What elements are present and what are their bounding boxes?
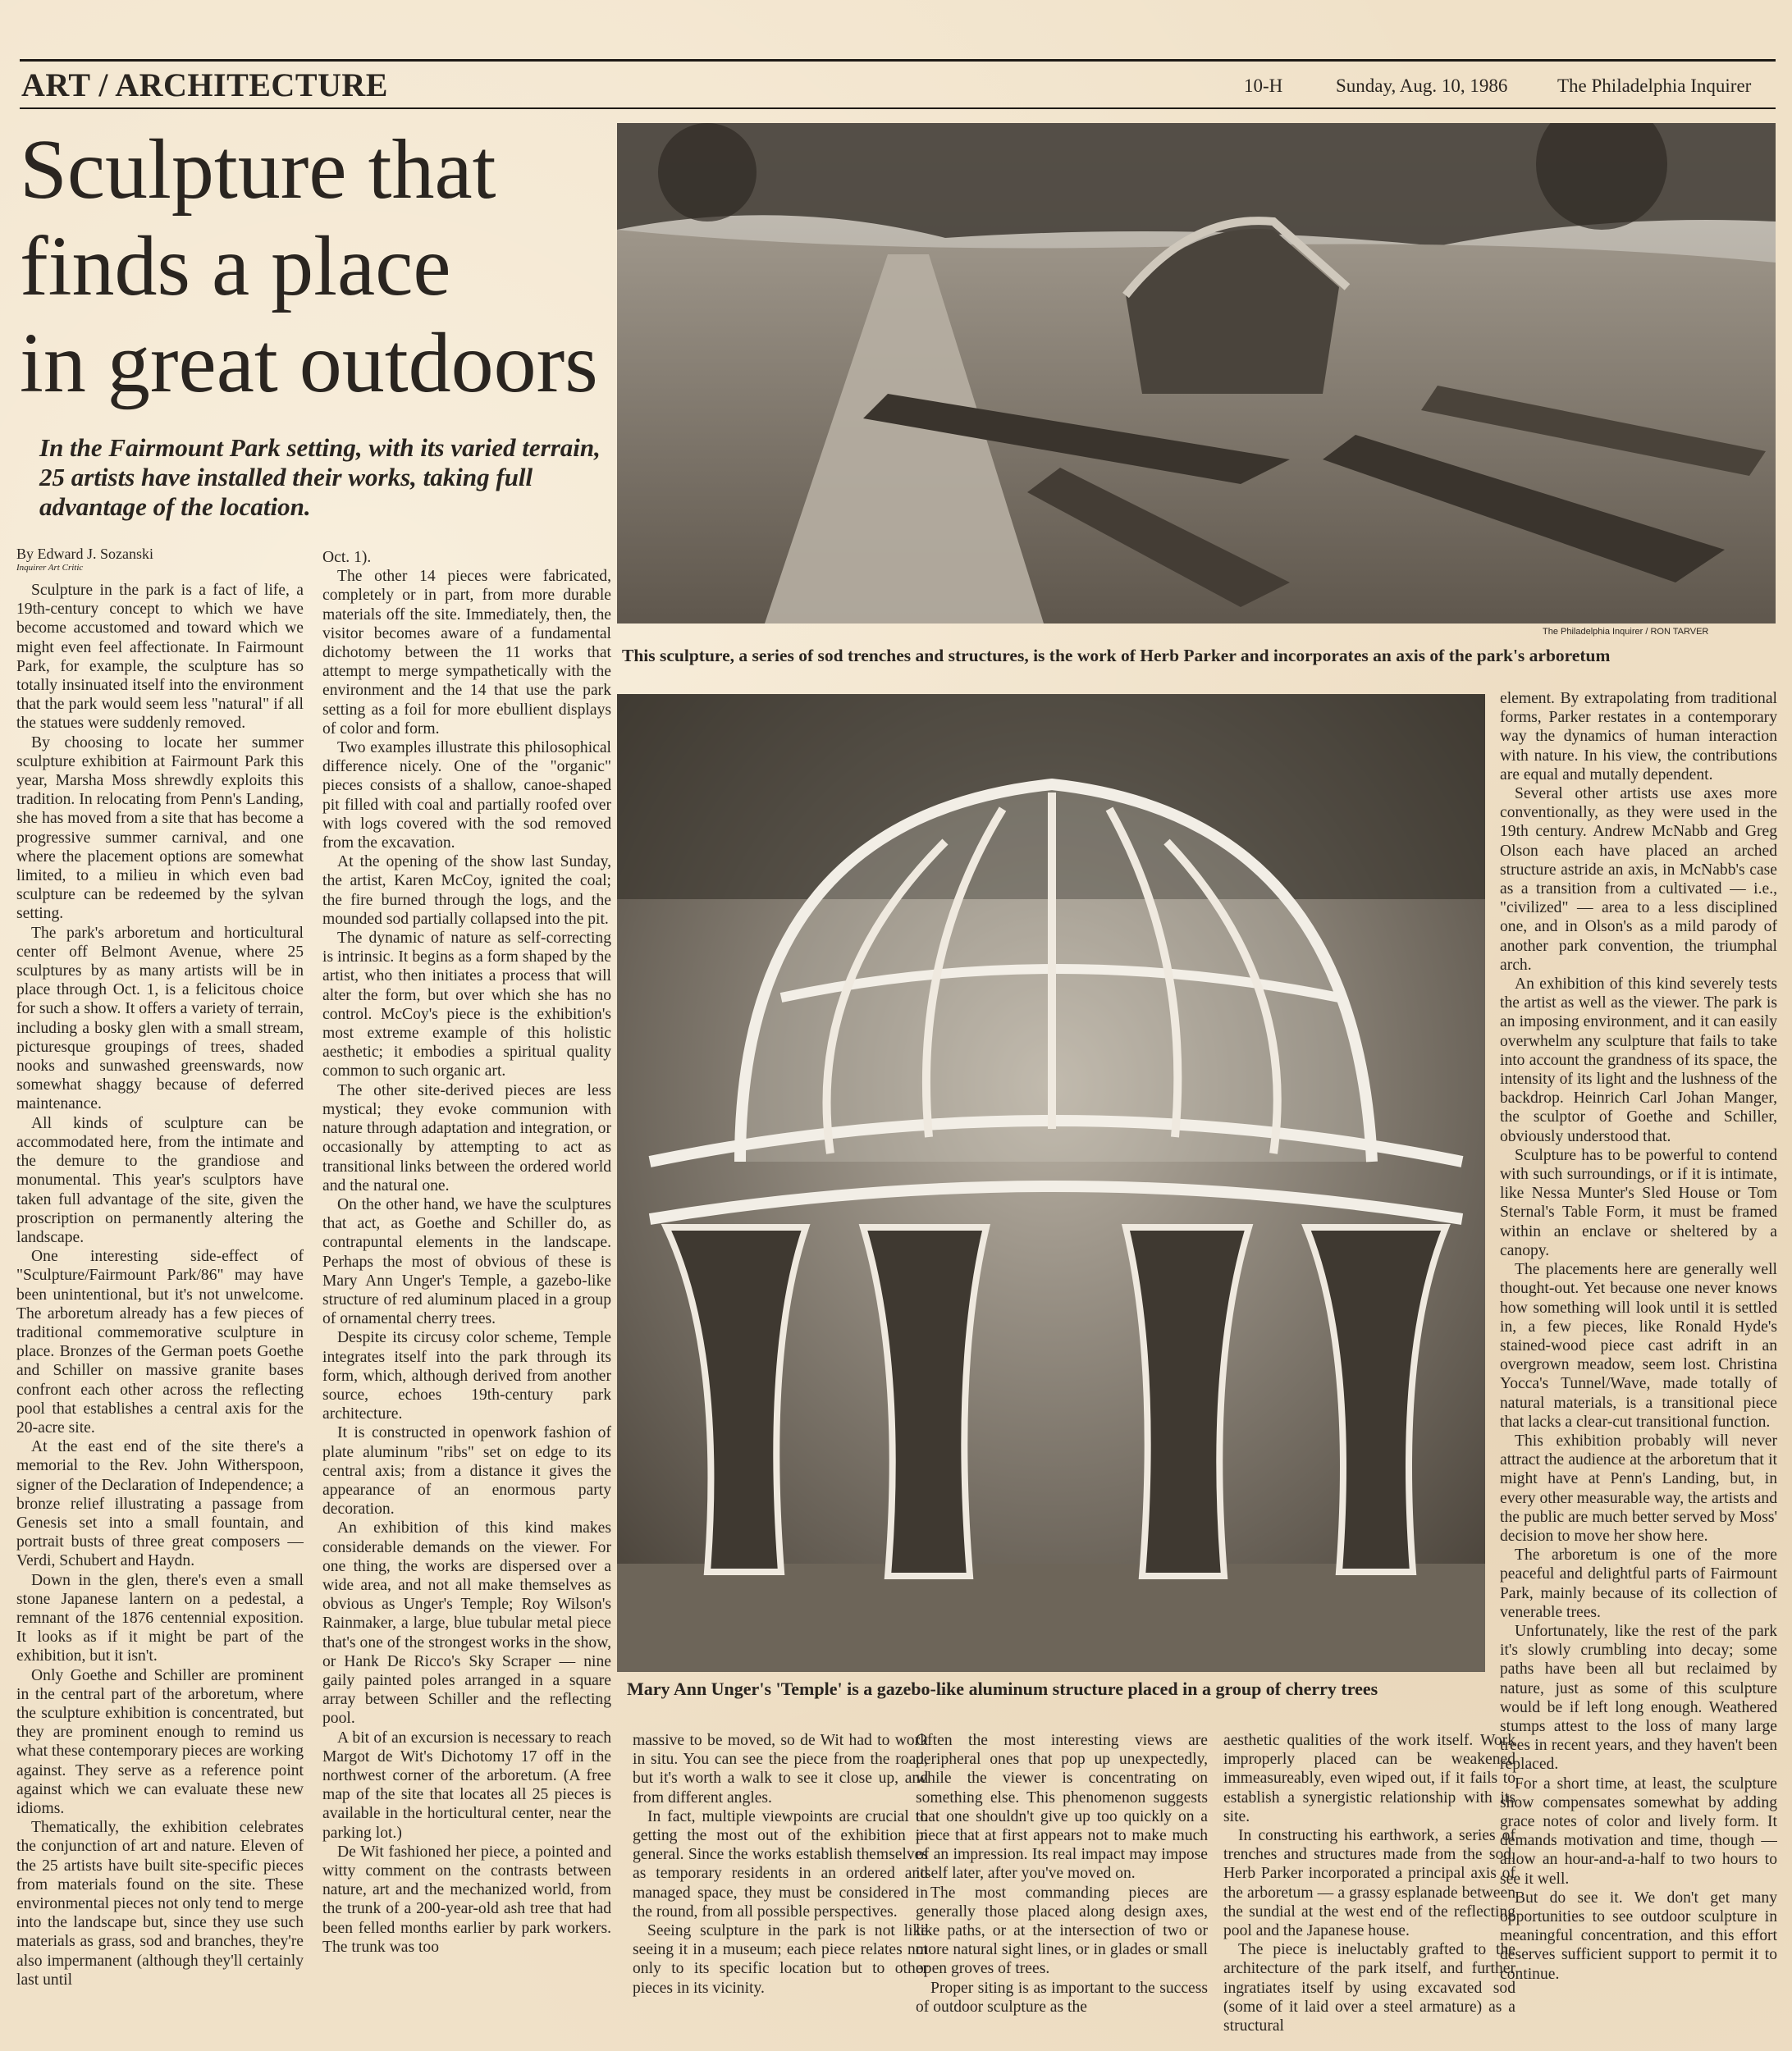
headline bbox=[20, 121, 610, 412]
section-label: ART / ARCHITECTURE bbox=[21, 66, 388, 103]
body-paragraph: A bit of an excursion is necessary to reach Margot de Wit's Dichotomy 17 off in the northwest corner of the arboretum. (A free map of the site that locates all 25 pieces is available in the horticultural center, near the parking lot.) bbox=[322, 1729, 611, 1842]
body-paragraph: Sculpture in the park is a fact of life, a 19th-century concept to which we have become accustomed and toward which we might even feel affectionate. In Fairmount Park, for example, the sculpture has so totally insinuated itself into the environment that the park would seem less "natural" if all the statues were suddenly removed. bbox=[16, 582, 304, 733]
body-paragraph: At the east end of the site there's a memorial to the Rev. John Witherspoon, signer of the Declaration of Independence; a bronze relief illustrating a passage from Genesis set into a small fountain, and portrait busts of three great composers — Verdi, Schubert and Haydn. bbox=[16, 1438, 304, 1570]
byline-title: Inquirer Art Critic bbox=[16, 563, 84, 573]
body-paragraph: At the opening of the show last Sunday, the artist, Karen McCoy, ignited the coal; the fire burned through the logs, and the mounded sod partially collapsed into the pit. bbox=[322, 853, 611, 928]
body-paragraph: All kinds of sculpture can be accommodated here, from the intimate and the demure to the grandiose and monumental. This year's sculptors have taken full advantage of the site, given the proscription on permanently altering the landscape. bbox=[16, 1114, 304, 1246]
body-column-3 bbox=[633, 1731, 928, 2044]
body-paragraph: The dynamic of nature as self-correcting is intrinsic. It begins as a form shaped by the artist, who then initiates a process that will alter the form, but over which she has no control. McCoy's piece is the exhibition's most extreme example of this holistic aesthetic; it embodies a spiritual quality common to such organic art. bbox=[322, 930, 611, 1080]
body-paragraph: Seeing sculpture in the park is not like seeing it in a museum; each piece relates not only to its specific location but to other pieces in its vicinity. bbox=[633, 1922, 928, 1997]
photo-credit: The Philadelphia Inquirer / RON TARVER bbox=[1543, 627, 1709, 637]
body-paragraph: One interesting side-effect of "Sculpture/Fairmount Park/86" may have been unintentional, but it's not unwelcome. The arboretum already has a few pieces of traditional commemorative sculpture in place. Bronzes of the German poets Goethe and Schiller on massive granite bases confront each other across the reflecting pool that establishes a central axis for the 20-acre site. bbox=[16, 1248, 304, 1437]
body-paragraph: In fact, multiple viewpoints are crucial to getting the most out of the exhibition in general. Since the works establish themselves as temporary residents in an ordered and managed space, they must be considered in the round, from all possible perspectives. bbox=[633, 1807, 928, 1921]
body-paragraph: The other site-derived pieces are less mystical; they evoke communion with nature through adaptation and integration, or occasionally by attempting to act as transitional links between the ordered world and the natural one. bbox=[322, 1081, 611, 1195]
body-paragraph: Often the most interesting views are peripheral ones that pop up unexpectedly, while the viewer is concentrating on something else. This phenomenon suggests that one shouldn't give up too quickly on a piece that at first appears not to make much of an impression. Its real impact may impose itself later, after you've moved on. bbox=[916, 1732, 1208, 1883]
issue-date: Sunday, Aug. 10, 1986 bbox=[1336, 75, 1508, 96]
body-paragraph: For a short time, at least, the sculpture show compensates somewhat by adding grace notes of color and lively form. It demands motivation and time, though — allow an hour-and-a-half to two hours to see it well. bbox=[1500, 1775, 1777, 1888]
top-photo-caption: This sculpture, a series of sod trenches and structures, is the work of Herb Parker and incorporates an axis of the park's arboretum bbox=[622, 646, 1611, 665]
sod-sculpture-photo bbox=[617, 123, 1776, 624]
deck-subheadline: In the Fairmount Park setting, with its varied terrain, 25 artists have installed their works, taking full advantage of the location. bbox=[39, 433, 601, 521]
body-paragraph: The placements here are generally well thought-out. Yet because one never knows how something will look until it is settled in, a few pieces, like Ronald Hyde's stained-wood piece cast adrift in an overgrown meadow, seem lost. Christina Yocca's Tunnel/Wave, made totally of natural materials, is a transitional piece that lacks a clear-cut transitional function. bbox=[1500, 1261, 1777, 1431]
body-column-2 bbox=[322, 548, 611, 2044]
body-paragraph: The piece is ineluctably grafted to the architecture of the park itself, and further ingratiates itself by using excavated sod (some of it laid over a steel armature) as a structural bbox=[1223, 1941, 1515, 2035]
body-paragraph: element. By extrapolating from traditional forms, Parker restates in a contemporary way the dynamics of human interaction with nature. In his view, the contributions are equal and mutally dependent. bbox=[1500, 690, 1777, 783]
body-paragraph: Proper siting is as important to the success of outdoor sculpture as the bbox=[916, 1979, 1208, 2016]
headline-line: Sculpture that bbox=[20, 122, 496, 217]
body-paragraph: De Wit fashioned her piece, a pointed and witty comment on the contrasts between nature, art and the mechanized world, from the trunk of a 200-year-old ash tree that had been felled months earlier by park workers. The trunk was too bbox=[322, 1843, 611, 1956]
page-number: 10-H bbox=[1244, 75, 1283, 96]
body-paragraph: aesthetic qualities of the work itself. Work improperly placed can be weakened immeasureably, even wiped out, if it fails to establish a synergistic relationship with its site. bbox=[1223, 1732, 1515, 1825]
body-paragraph: Down in the glen, there's even a small stone Japanese lantern on a pedestal, a remnant of the 1876 centennial exposition. It looks as if it might be part of the exhibition, but it isn't. bbox=[16, 1571, 304, 1665]
top-rule bbox=[20, 59, 1776, 62]
body-paragraph: Despite its circusy color scheme, Temple integrates itself into the park through its form, which, although derived from another source, echoes 19th-century park architecture. bbox=[322, 1329, 611, 1423]
byline: By Edward J. Sozanski bbox=[16, 546, 153, 562]
headline-line: in great outdoors bbox=[20, 316, 598, 410]
body-column-5 bbox=[1223, 1731, 1515, 2044]
body-paragraph: An exhibition of this kind makes considerable demands on the viewer. For one thing, the works are dispersed over a wide area, and not all make themselves as obvious as Unger's Temple; Roy Wilson's Rainmaker, a large, blue tubular metal piece that's one of the strongest works in the show, or Hank De Ricco's Sky Scraper — nine gaily painted poles arranged in a square array between Schiller and the reflecting pool. bbox=[322, 1519, 611, 1728]
body-paragraph: Thematically, the exhibition celebrates the conjunction of art and nature. Eleven of the 25 artists have built site-specific pieces from materials found on the site. These environmental pieces not only tend to merge into the landscape but, since they use such materials as grass, sod and branches, they're also impermanent (although they'll certainly last until bbox=[16, 1819, 304, 1989]
body-paragraph: This exhibition probably will never attract the audience at the arboretum that it might have at Penn's Landing, but, in every other measurable way, the artists and the public are much better served by Moss' decision to move her show here. bbox=[1500, 1432, 1777, 1545]
header-rule bbox=[20, 107, 1776, 109]
body-paragraph: An exhibition of this kind severely tests the artist as well as the viewer. The park is an imposing environment, and it can easily overwhelm any sculpture that fails to take into account the grandness of its space, the intensity of its light and the lushness of the backdrop. Heinrich Carl Johan Manger, the sculptor of Goethe and Schiller, obviously understood that. bbox=[1500, 975, 1777, 1145]
body-paragraph: The most commanding pieces are generally those placed along design axes, like paths, or at the intersection of two or more natural sight lines, or in glades or small open groves of trees. bbox=[916, 1884, 1208, 1978]
body-paragraph: Sculpture has to be powerful to contend with such surroundings, or if it is intimate, like Nessa Munter's Sled House or Tom Sternal's Table Form, it must be framed within an enclave or sheltered by a canopy. bbox=[1500, 1146, 1777, 1259]
body-paragraph: Several other artists use axes more conventionally, as they were used in the 19th century. Andrew McNabb and Greg Olson each have placed an arched structure astride an axis, in McNabb's case as a transition from a cultivated — i.e., "civilized" — area to a less disciplined one, and in Olson's as a mild parody of another park convention, the triumphal arch. bbox=[1500, 785, 1777, 974]
body-paragraph: The other 14 pieces were fabricated, completely or in part, from more durable materials off the site. Immediately, then, the visitor becomes aware of a fundamental dichotomy between the 11 works that attempt to merge sympathetically with the environment and the 14 that use the park setting as a foil for more ebullient displays of color and form. bbox=[322, 568, 611, 738]
body-column-1 bbox=[16, 581, 304, 2044]
body-column-4 bbox=[916, 1731, 1208, 2044]
body-paragraph: massive to be moved, so de Wit had to work in situ. You can see the piece from the road, but it's worth a walk to see it close up, and from different angles. bbox=[633, 1732, 928, 1807]
body-paragraph: The arboretum is one of the more peaceful and delightful parts of Fairmount Park, mainly because of its collection of venerable trees. bbox=[1500, 1546, 1777, 1621]
body-paragraph: In constructing his earthwork, a series of trenches and structures made from the sod, Herb Parker incorporated a principal axis of the arboretum — a grassy esplanade between the sundial at the west end of the reflecting pool and the Japanese house. bbox=[1223, 1827, 1515, 1940]
body-paragraph: Oct. 1). bbox=[322, 549, 372, 566]
body-paragraph: Only Goethe and Schiller are prominent in the central part of the arboretum, where the sculpture exhibition is concentrated, but they are prominent enough to remind us what these contemporary pieces are working against. They serve as a reference point against which we can evaluate these new idioms. bbox=[16, 1666, 304, 1817]
body-paragraph: By choosing to locate her summer sculpture exhibition at Fairmount Park this year, Marsha Moss shrewdly exploits this tradition. In relocating from Penn's Landing, she has moved from a site that has become a progressive summer carnival, and one where the placement options are somewhat limited, to a milieu in which even bad sculpture can be redeemed by the sylvan setting. bbox=[16, 733, 304, 923]
body-paragraph: It is constructed in openwork fashion of plate aluminum "ribs" set on edge to its central axis; from a distance it gives the appearance of an enormous party decoration. bbox=[322, 1424, 611, 1519]
body-paragraph: On the other hand, we have the sculptures that act, as Goethe and Schiller do, as contrapuntal elements in the landscape. Perhaps the most of obvious of these is Mary Ann Unger's Temple, a gazebo-like structure of red aluminum placed in a group of ornamental cherry trees. bbox=[322, 1195, 611, 1328]
newspaper-name: The Philadelphia Inquirer bbox=[1557, 75, 1752, 96]
temple-sculpture-photo bbox=[617, 694, 1485, 1672]
middle-photo-caption: Mary Ann Unger's 'Temple' is a gazebo-like aluminum structure placed in a group of cherry trees bbox=[627, 1679, 1378, 1699]
body-column-6 bbox=[1500, 689, 1777, 2044]
headline-line: finds a place bbox=[20, 219, 451, 313]
body-paragraph: The park's arboretum and horticultural center off Belmont Avenue, where 25 sculptures by as many artists will be in place through Oct. 1, is a felicitous choice for such a show. It offers a variety of terrain, including a bosky glen with a small stream, picturesque groupings of trees, shaded nooks and sunwashed greenswards, now somewhat shaggy because of deferred maintenance. bbox=[16, 924, 304, 1113]
body-paragraph: But do see it. We don't get many opportunities to see outdoor sculpture in meaningful concentration, and this effort deserves sufficient support to permit it to continue. bbox=[1500, 1889, 1777, 1983]
body-paragraph: Two examples illustrate this philosophical difference nicely. One of the "organic" pieces consists of a shallow, canoe-shaped pit filled with coal and partially roofed over with logs covered with the sod removed from the excavation. bbox=[322, 739, 611, 852]
body-paragraph: Unfortunately, like the rest of the park it's slowly crumbling into decay; some paths have been all but reclaimed by nature, just as some of this sculpture would be if left long enough. Weathered stumps attest to the loss of many large trees in recent years, and they haven't been replaced. bbox=[1500, 1622, 1777, 1774]
